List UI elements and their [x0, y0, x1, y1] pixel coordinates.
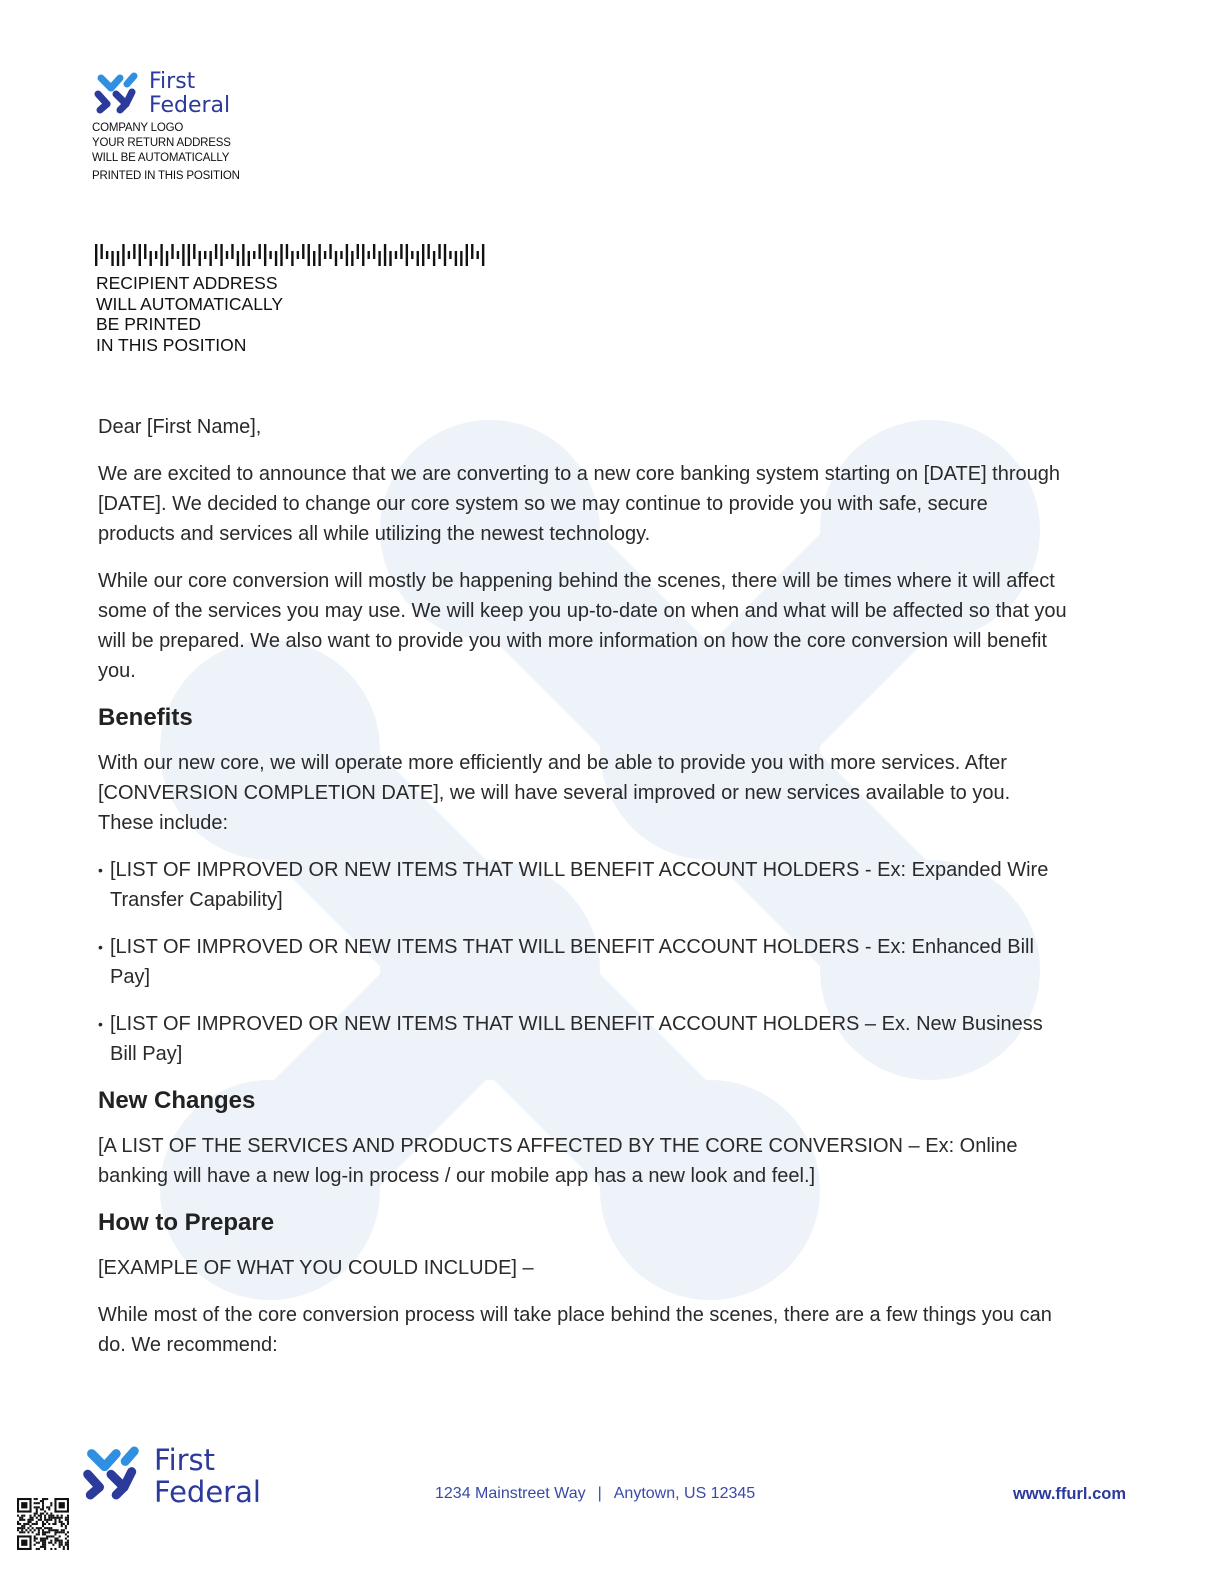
website-link[interactable]: www.ffurl.com — [1012, 1485, 1126, 1503]
list-item: • [LIST OF IMPROVED OR NEW ITEMS THAT WILL BENEFIT ACCOUNT HOLDERS - Ex: Expanded Wire Transfer Capability] — [98, 855, 1068, 915]
intro-paragraph-2: While our core conversion will mostly be happening behind the scenes, there will be times where it will affect some of the services you may use. We will keep you up-to-date on when and what will be affected so that you will be prepared. We also want to provide you with more information on how the core conversion will benefit you. — [98, 570, 1067, 682]
intro-paragraph-1: We are excited to announce that we are converting to a new core banking system starting on [DATE] through [DATE]. We decided to change our core system so we may continue to provide you with safe, secure products and services all while utilizing the newest technology. — [98, 463, 1061, 545]
letter-body — [98, 412, 1068, 1377]
prepare-paragraph: While most of the core conversion process will take place behind the scenes, there are a few things you can do. We recommend: — [98, 1304, 1052, 1356]
how-to-prepare-heading: How to Prepare — [98, 1209, 275, 1236]
first-federal-logo-icon — [80, 1442, 142, 1504]
recipient-address-placeholder: RECIPIENT ADDRESS WILL AUTOMATICALLY BE PRINTED IN THIS POSITION — [96, 273, 284, 355]
list-item: • [LIST OF IMPROVED OR NEW ITEMS THAT WILL BENEFIT ACCOUNT HOLDERS – Ex. New Business Bill Pay] — [98, 1009, 1068, 1069]
street-address: 1234 Mainstreet Way — [435, 1485, 586, 1502]
qr-code-icon — [17, 1498, 69, 1550]
postal-barcode — [94, 244, 494, 266]
footer-logo — [80, 1442, 270, 1508]
new-changes-paragraph: [A LIST OF THE SERVICES AND PRODUCTS AFFECTED BY THE CORE CONVERSION – Ex: Online banking will have a new log-in process / our mobile app has a new look and feel.] — [98, 1135, 1018, 1187]
benefits-list — [98, 855, 1068, 1069]
address-separator: | — [597, 1485, 602, 1502]
prepare-example: [EXAMPLE OF WHAT YOU COULD INCLUDE] – — [98, 1257, 534, 1279]
brand-name: First Federal — [154, 1443, 261, 1509]
new-changes-heading: New Changes — [98, 1087, 256, 1114]
greeting: Dear [First Name], — [98, 416, 262, 438]
footer-address — [435, 1485, 755, 1503]
header-logo — [92, 70, 272, 122]
benefits-paragraph: With our new core, we will operate more efficiently and be able to provide you with more services. After [CONVERSION COMPLETION DATE], we will have several improved or new services available to you. These include: — [98, 752, 1011, 834]
city-address: Anytown, US 12345 — [613, 1485, 756, 1502]
list-item: • [LIST OF IMPROVED OR NEW ITEMS THAT WILL BENEFIT ACCOUNT HOLDERS - Ex: Enhanced Bill Pay] — [98, 932, 1068, 992]
brand-name: First Federal — [149, 69, 231, 118]
first-federal-logo-icon — [92, 70, 140, 116]
benefits-heading: Benefits — [98, 704, 193, 731]
return-address-placeholder: COMPANY LOGO YOUR RETURN ADDRESS WILL BE AUTOMATICALLY PRINTED IN THIS POSITION — [92, 122, 240, 182]
